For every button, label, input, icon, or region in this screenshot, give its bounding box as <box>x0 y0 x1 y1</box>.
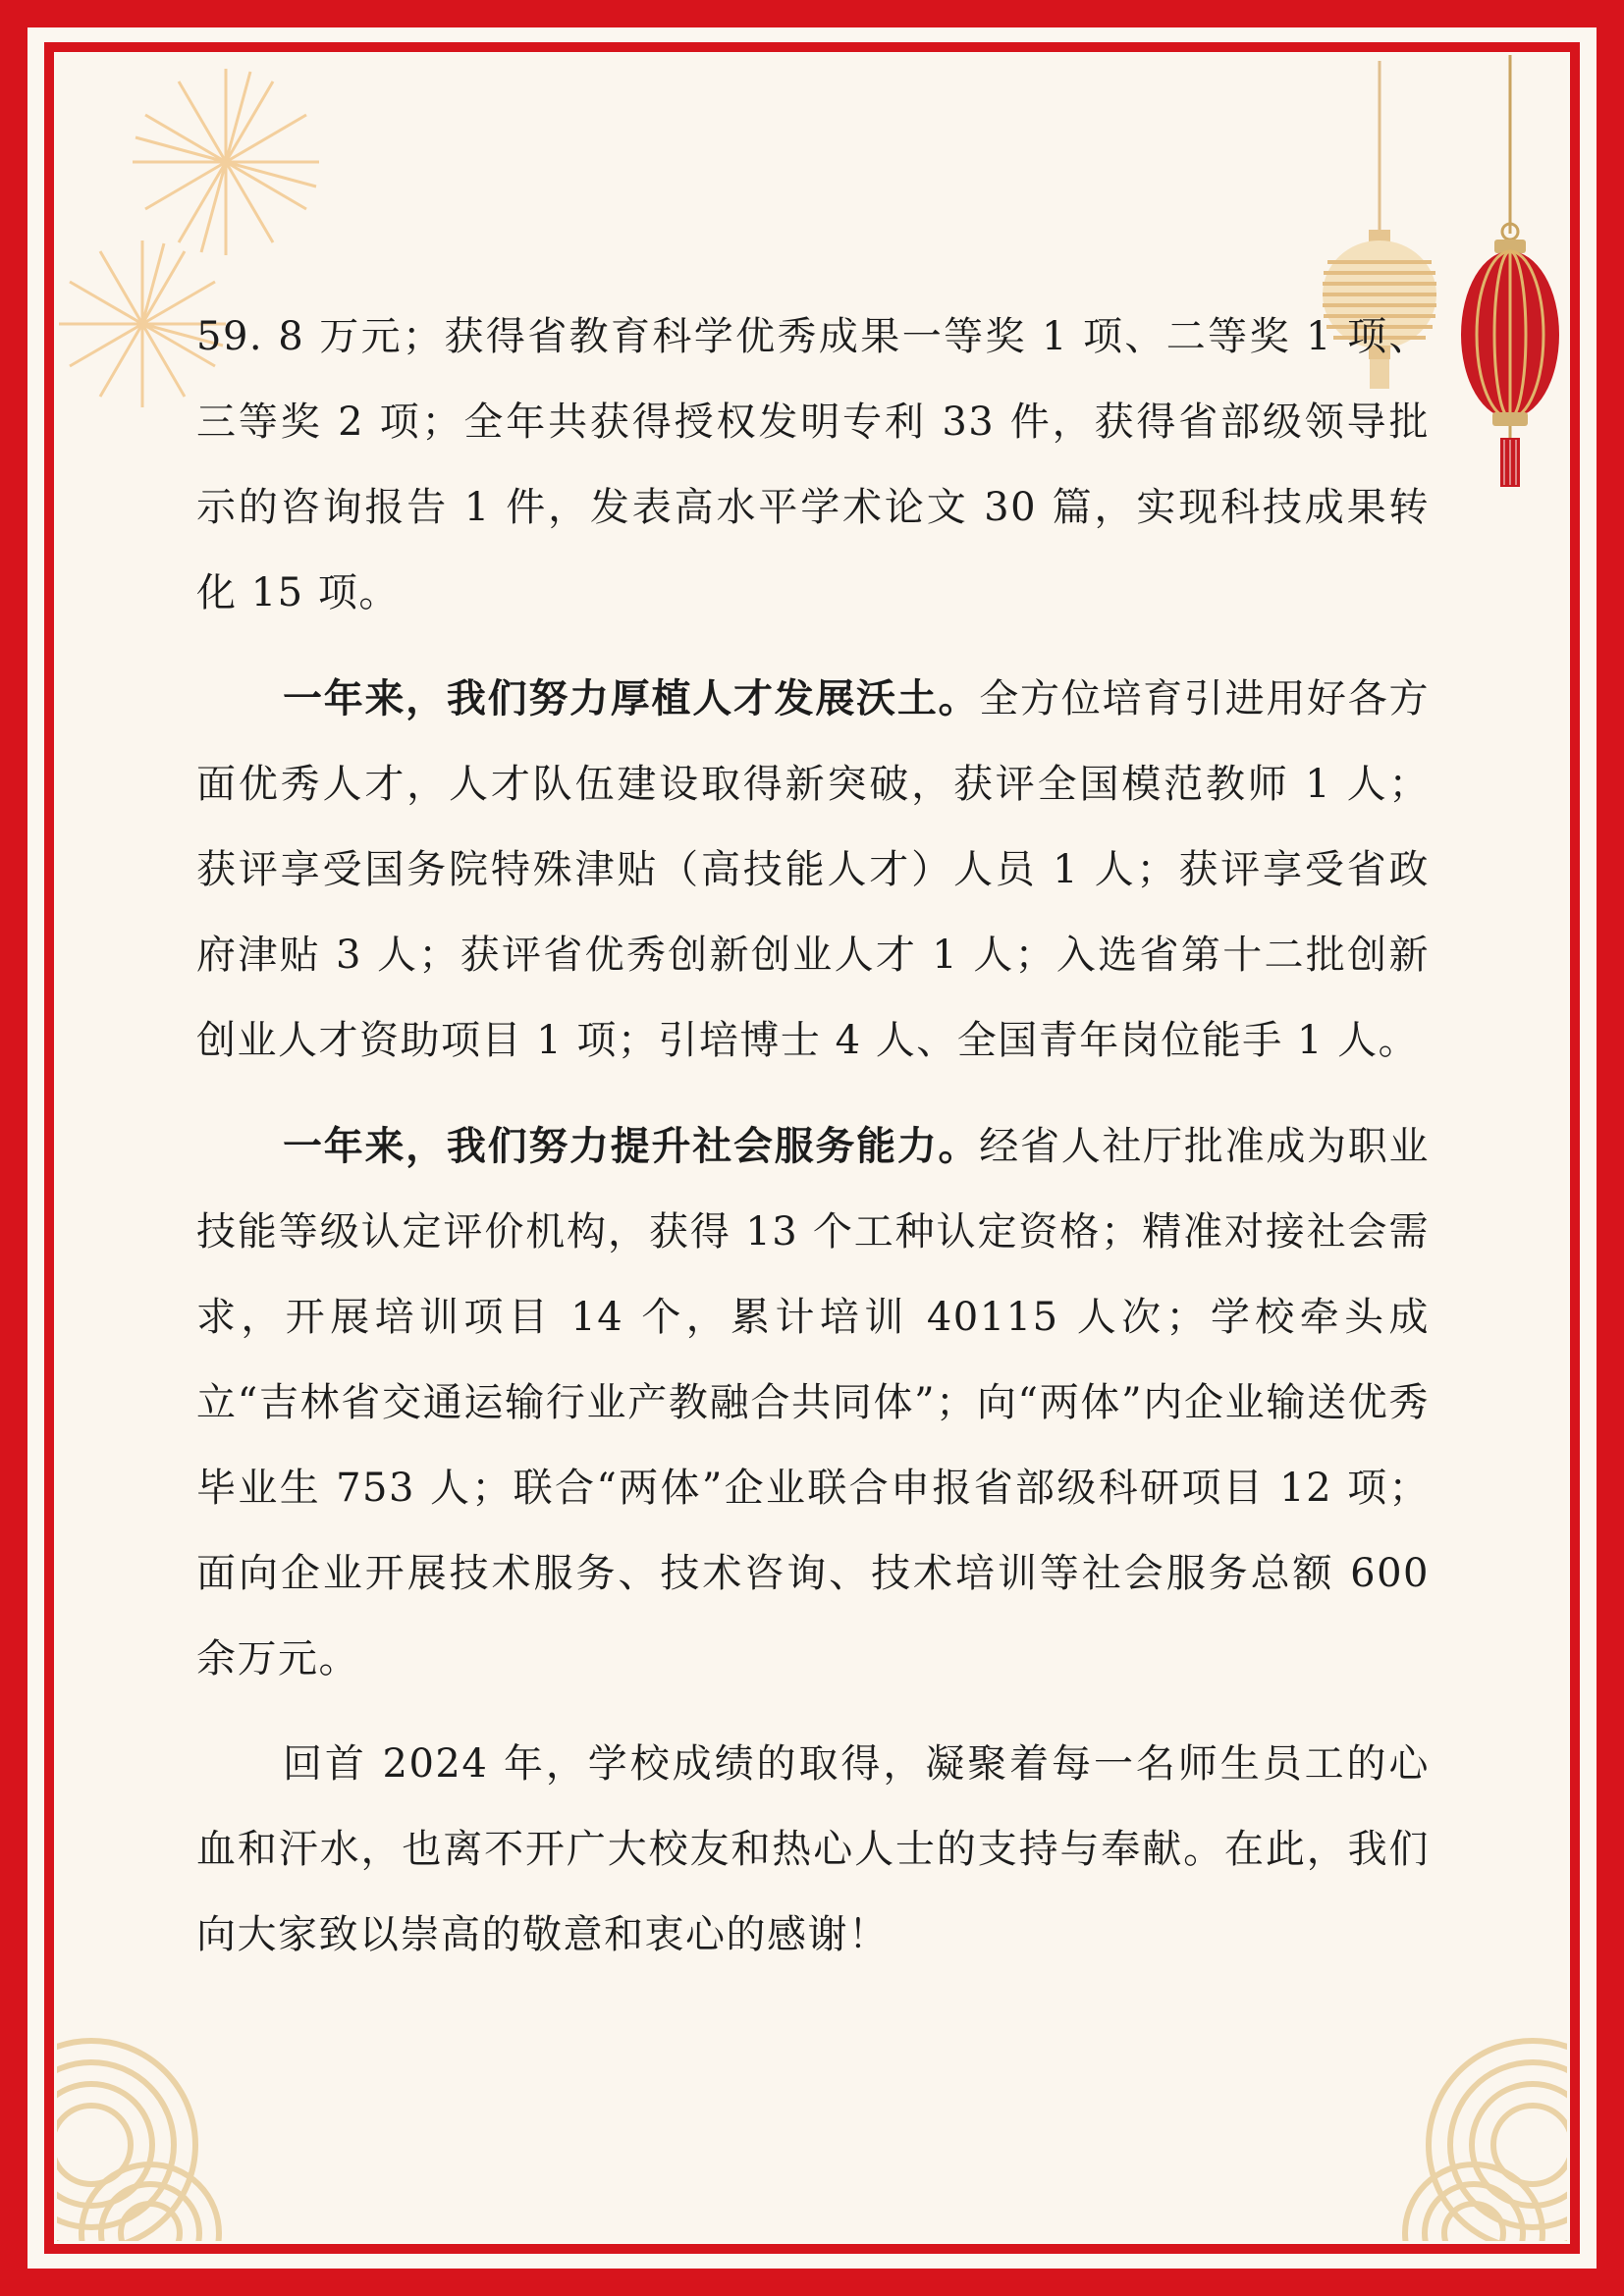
paragraph-thanks <box>196 1722 1430 1978</box>
paragraph-text: 59. 8 万元；获得省教育科学优秀成果一等奖 1 项、二等奖 1 项、三等奖 2 项；全年共获得授权发明专利 33 件，获得省部级领导批示的咨询报告 1 件，发表高水平学术论文 30 篇，实现科技成果转化 15 项。 <box>196 314 1430 615</box>
paragraph-talent <box>196 656 1430 1084</box>
paragraph-lead-heading: 一年来，我们努力厚植人才发展沃土。 <box>283 675 980 721</box>
paragraph-social-service <box>196 1103 1430 1702</box>
paragraph-text: 经省人社厅批准成为职业技能等级认定评价机构，获得 13 个工种认定资格；精准对接社会需求，开展培训项目 14 个，累计培训 40115 人次；学校牵头成立“吉林省交通运输行业产教融合共同体”；向“两体”内企业输送优秀毕业生 753 人；联合“两体”企业联合申报省部级科研项目 12 项；面向企业开展技术服务、技术咨询、技术培训等社会服务总额 600 余万元。 <box>196 1124 1431 1682</box>
lantern-red-icon <box>1453 55 1561 497</box>
paragraph-lead-heading: 一年来，我们努力提升社会服务能力。 <box>283 1123 980 1169</box>
paragraph-text: 回首 2024 年，学校成绩的取得，凝聚着每一名师生员工的心血和汗水，也离不开广大校友和热心人士的支持与奉献。在此，我们向大家致以崇高的敬意和衷心的感谢！ <box>196 1741 1430 1957</box>
auspicious-cloud-icon <box>1371 1983 1567 2241</box>
letter-body <box>196 294 1430 1998</box>
paragraph-research-results <box>196 294 1430 636</box>
paragraph-text: 全方位培育引进用好各方面优秀人才，人才队伍建设取得新突破，获评全国模范教师 1 人；获评享受国务院特殊津贴（高技能人才）人员 1 人；获评享受省政府津贴 3 人；获评省优秀创新创业人才 1 人；入选省第十二批创新创业人才资助项目 1 项；引培博士 4 人、全国青年岗位能手 1 人。 <box>196 676 1431 1063</box>
auspicious-cloud-icon <box>57 1983 253 2241</box>
